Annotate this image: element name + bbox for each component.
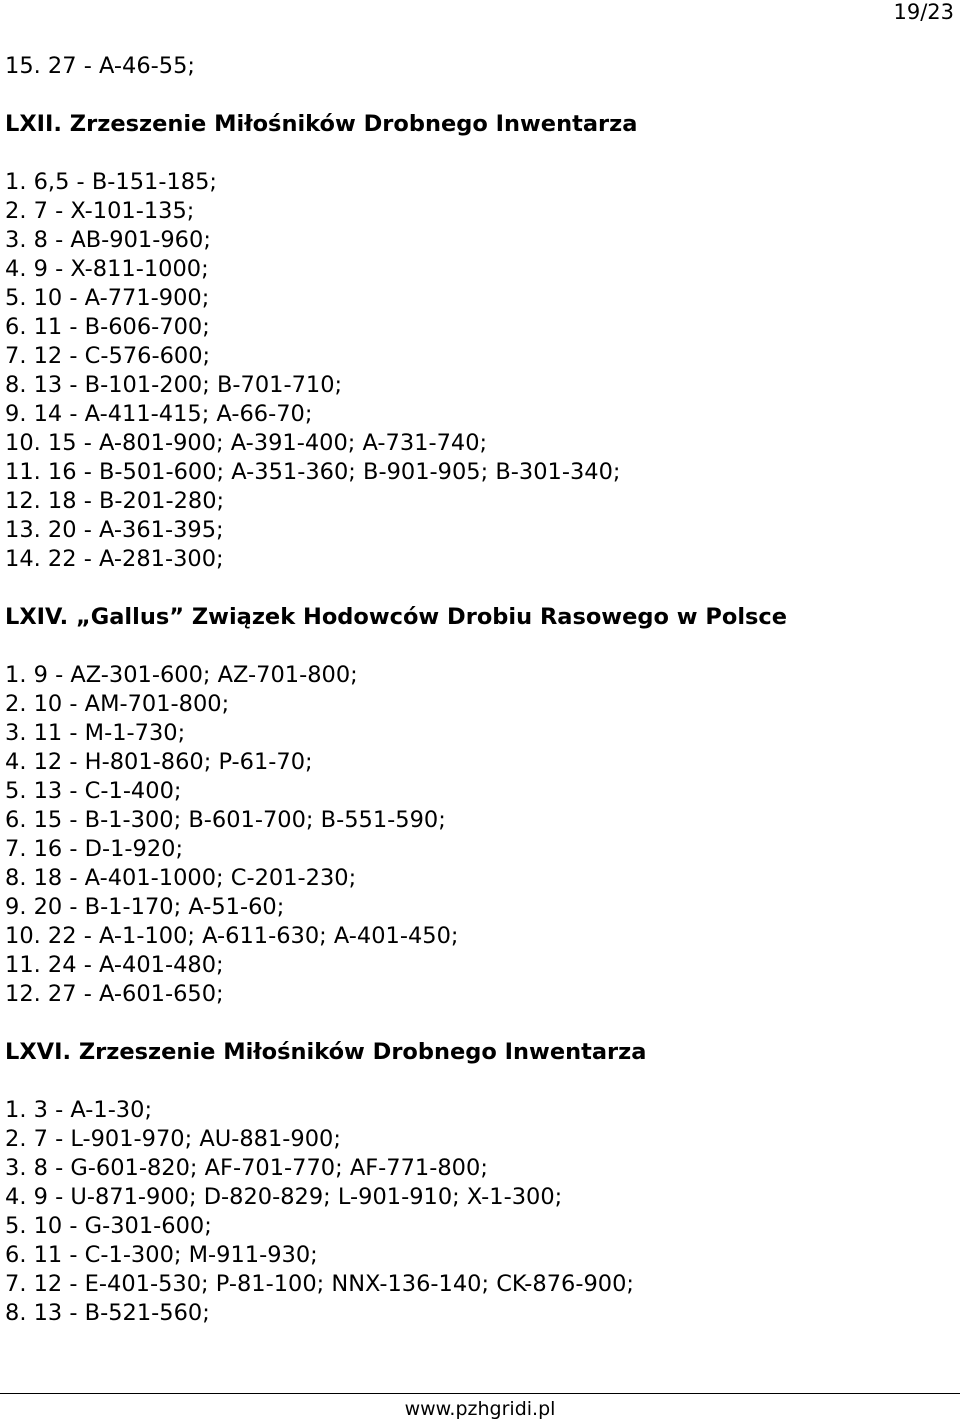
list-item: 3. 8 - AB-901-960;: [5, 227, 211, 253]
list-item: 10. 22 - A-1-100; A-611-630; A-401-450;: [5, 923, 459, 949]
section-heading: LXIV. „Gallus” Związek Hodowców Drobiu Rasowego w Polsce: [5, 604, 788, 630]
document-body: [5, 52, 955, 1328]
list-item: 12. 27 - A-601-650;: [5, 981, 224, 1007]
list-item: 12. 18 - B-201-280;: [5, 488, 225, 514]
list-item: 8. 13 - B-521-560;: [5, 1300, 210, 1326]
list-item: 9. 14 - A-411-415; A-66-70;: [5, 401, 313, 427]
list-item: 8. 13 - B-101-200; B-701-710;: [5, 372, 343, 398]
list-item: 13. 20 - A-361-395;: [5, 517, 224, 543]
list-item: 2. 7 - L-901-970; AU-881-900;: [5, 1126, 341, 1152]
spacer: [5, 1009, 955, 1038]
footer: [0, 1397, 960, 1421]
list-item: 1. 3 - A-1-30;: [5, 1097, 153, 1123]
section-lxii: [5, 110, 955, 574]
list-item: 6. 15 - B-1-300; B-601-700; B-551-590;: [5, 807, 446, 833]
list-item: 4. 9 - X-811-1000;: [5, 256, 209, 282]
list-item: 11. 24 - A-401-480;: [5, 952, 224, 978]
continued-list-item: 15. 27 - A-46-55;: [5, 53, 195, 79]
page-number: 19/23: [893, 0, 954, 24]
list-item: 6. 11 - C-1-300; M-911-930;: [5, 1242, 318, 1268]
list-item: 10. 15 - A-801-900; A-391-400; A-731-740;: [5, 430, 488, 456]
list-item: 5. 10 - G-301-600;: [5, 1213, 212, 1239]
spacer: [5, 574, 955, 603]
list-item: 7. 12 - E-401-530; P-81-100; NNX-136-140; CK-876-900;: [5, 1271, 635, 1297]
spacer: [5, 1067, 955, 1096]
section-lxvi: [5, 1038, 955, 1328]
section-heading: LXII. Zrzeszenie Miłośników Drobnego Inwentarza: [5, 111, 638, 137]
section-heading: LXVI. Zrzeszenie Miłośników Drobnego Inwentarza: [5, 1039, 647, 1065]
list-item: 3. 11 - M-1-730;: [5, 720, 186, 746]
list-item: 6. 11 - B-606-700;: [5, 314, 210, 340]
list-item: 9. 20 - B-1-170; A-51-60;: [5, 894, 285, 920]
list-item: 2. 10 - AM-701-800;: [5, 691, 230, 717]
list-item: 3. 8 - G-601-820; AF-701-770; AF-771-800;: [5, 1155, 488, 1181]
list-item: 5. 10 - A-771-900;: [5, 285, 210, 311]
spacer: [5, 81, 955, 110]
footer-url-link[interactable]: www.pzhgridi.pl: [404, 1398, 556, 1420]
list-item: 1. 6,5 - B-151-185;: [5, 169, 217, 195]
list-item: 11. 16 - B-501-600; A-351-360; B-901-905; B-301-340;: [5, 459, 621, 485]
list-item: 14. 22 - A-281-300;: [5, 546, 224, 572]
spacer: [5, 139, 955, 168]
list-item: 8. 18 - A-401-1000; C-201-230;: [5, 865, 357, 891]
list-item: 5. 13 - C-1-400;: [5, 778, 182, 804]
list-item: 7. 16 - D-1-920;: [5, 836, 184, 862]
list-item: 1. 9 - AZ-301-600; AZ-701-800;: [5, 662, 358, 688]
list-item: 2. 7 - X-101-135;: [5, 198, 195, 224]
list-item: 4. 12 - H-801-860; P-61-70;: [5, 749, 313, 775]
footer-divider: [0, 1393, 960, 1394]
list-item: 4. 9 - U-871-900; D-820-829; L-901-910; X-1-300;: [5, 1184, 563, 1210]
list-item: 7. 12 - C-576-600;: [5, 343, 211, 369]
section-lxiv: [5, 603, 955, 1009]
spacer: [5, 632, 955, 661]
